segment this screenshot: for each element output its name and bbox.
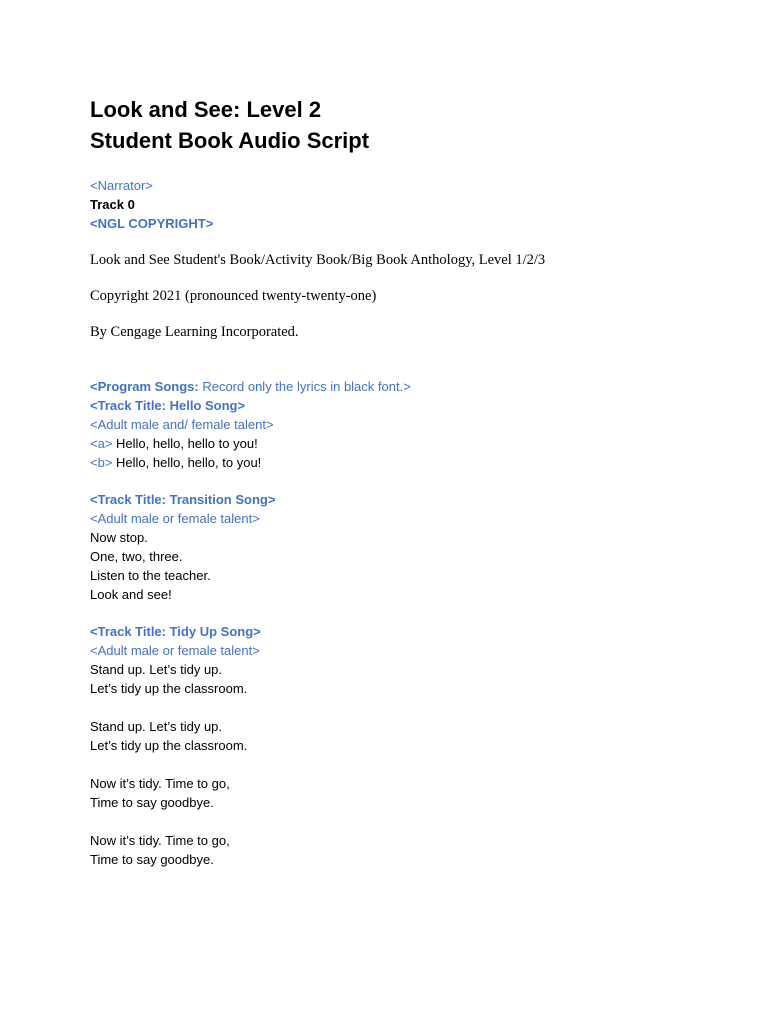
lyric-line: Let’s tidy up the classroom. <box>90 738 248 753</box>
lyric-line: Now it’s tidy. Time to go, <box>90 776 230 791</box>
track-title-transition-song: <Track Title: Transition Song> <box>90 492 276 507</box>
track-title-tidy-up-song: <Track Title: Tidy Up Song> <box>90 624 261 639</box>
lyric-text: Hello, hello, hello, to you! <box>112 455 262 470</box>
program-songs-label: <Program Songs: <box>90 379 199 394</box>
program-songs-note <box>90 377 710 396</box>
lyric-line: Let’s tidy up the classroom. <box>90 681 248 696</box>
copyright-paragraph-2: Copyright 2021 (pronounced twenty-twenty-one) <box>90 288 377 304</box>
lyric-line: One, two, three. <box>90 549 183 564</box>
lyric-line: Stand up. Let’s tidy up. <box>90 719 223 734</box>
copyright-paragraph-3: By Cengage Learning Incorporated. <box>90 324 299 340</box>
document-body <box>90 94 710 869</box>
lyric-line: Time to say goodbye. <box>90 852 214 867</box>
track-title-hello-song: <Track Title: Hello Song> <box>90 398 246 413</box>
narrator-tag: <Narrator> <box>90 178 153 193</box>
lyric-line: Now stop. <box>90 530 148 545</box>
lyric-line: Stand up. Let’s tidy up. <box>90 662 223 677</box>
lyric-line <box>90 453 710 472</box>
lyric-line: Listen to the teacher. <box>90 568 211 583</box>
copyright-paragraph-1: Look and See Student's Book/Activity Book/Big Book Anthology, Level 1/2/3 <box>90 252 546 268</box>
lyric-line: Look and see! <box>90 587 172 602</box>
page-subtitle: Student Book Audio Script <box>90 128 370 153</box>
speaker-tag: <b> <box>90 455 113 470</box>
lyric-line <box>90 434 710 453</box>
talent-note: <Adult male or female talent> <box>90 643 260 658</box>
track-label: Track 0 <box>90 197 135 212</box>
lyric-line: Time to say goodbye. <box>90 795 214 810</box>
talent-note: <Adult male and/ female talent> <box>90 417 274 432</box>
speaker-tag: <a> <box>90 436 113 451</box>
page-title: Look and See: Level 2 <box>90 97 322 122</box>
talent-note: <Adult male or female talent> <box>90 511 260 526</box>
lyric-text: Hello, hello, hello to you! <box>112 436 258 451</box>
program-songs-instruction: Record only the lyrics in black font.> <box>198 379 411 394</box>
lyric-line: Now it’s tidy. Time to go, <box>90 833 230 848</box>
copyright-tag: <NGL COPYRIGHT> <box>90 216 214 231</box>
